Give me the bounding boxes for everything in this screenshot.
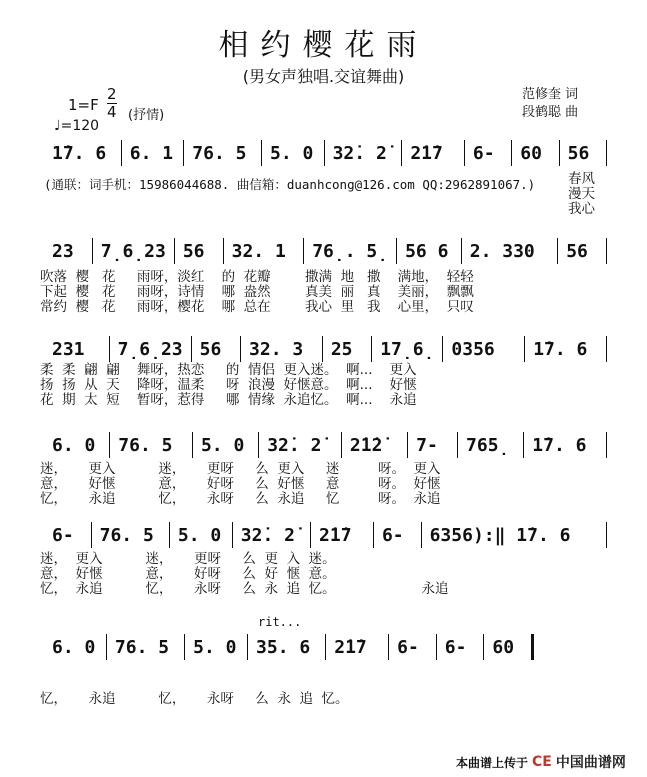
lyrics-6: [40, 692, 349, 707]
measure: 32̇. 2̇: [240, 524, 295, 546]
lyric-line: 我心: [568, 201, 595, 217]
measure: 231: [52, 338, 85, 360]
system-5: [44, 522, 607, 548]
measure: 2̇1̇2̇: [349, 434, 383, 456]
lyric-line: 意， 好惬 意， 好呀 么 好 惬 意。: [40, 566, 336, 582]
measure: 17̣6̣: [380, 338, 435, 360]
measure: 76. 5: [118, 434, 173, 456]
measure: 32. 1: [231, 240, 286, 262]
measure: 32̇. 2̇: [267, 434, 322, 456]
lyric-line: 忆， 永追 忆， 永呀 么 永追 忆 呀。 永追: [40, 491, 441, 507]
footer-attribution: [456, 752, 626, 772]
ritardando-marking: rit...: [258, 615, 302, 629]
lyrics-side: [568, 172, 595, 217]
lyricist: 范修奎 词: [522, 87, 579, 102]
time-bottom: 4: [107, 103, 117, 121]
measure: 60: [492, 636, 515, 658]
measure: 76. 5: [114, 636, 170, 658]
measure: 2̇1̇7: [319, 524, 352, 546]
lyric-line: 春风: [568, 171, 595, 187]
measure: 6356):‖ 1̇7. 6: [429, 524, 571, 546]
measure: 60: [520, 142, 542, 164]
measure: 76. 5: [99, 524, 154, 546]
measure: 6-: [52, 524, 74, 546]
measure: 6-: [397, 636, 419, 658]
measure: 1̇7. 6: [533, 338, 588, 360]
measure: 6. 0: [52, 434, 96, 456]
song-subtitle: (男女声独唱.交谊舞曲): [242, 67, 405, 86]
measure: 56: [567, 142, 590, 164]
tempo-marking: ♩=120: [54, 118, 100, 134]
system-2: [44, 238, 607, 264]
measure: 56: [199, 338, 222, 360]
time-signature: [107, 86, 117, 121]
measure: 1̇7. 6: [52, 142, 107, 164]
contact-info: (通联：词手机：15986044688. 曲信箱：duanhcong@126.com QQ:2962891067.): [44, 177, 536, 192]
lyric-line: 忆， 永追 忆， 永呀 么 永 追 忆。: [40, 691, 349, 707]
time-top: 2: [107, 85, 117, 103]
system-6: [44, 634, 534, 660]
measure: 25: [330, 338, 353, 360]
measure: 6-: [381, 524, 404, 546]
mood-marking: (抒情): [128, 108, 165, 123]
measure: 6-: [472, 142, 495, 164]
key-signature: 1=F: [68, 96, 99, 114]
lyric-line: 忆， 永追 忆， 永呀 么 永 追 忆。 永追: [40, 581, 449, 597]
measure: 1̇7. 6: [532, 434, 587, 456]
site-logo-icon: CE: [532, 754, 552, 770]
measure: 5. 0: [177, 524, 222, 546]
measure: 32. 3: [249, 338, 304, 360]
lyric-line: 扬 扬 从 天 降呀，温柔 呀 浪漫 好惬意。 啊... 好惬: [40, 377, 417, 393]
measure: 23: [52, 240, 74, 262]
measure: 76̣. 5̣: [312, 240, 389, 262]
lyric-line: 迷， 更入 迷， 更呀 么 更 入 迷。: [40, 551, 336, 567]
measure: 35. 6: [256, 636, 311, 658]
lyric-line: 吹落 樱 花 雨呀，淡红 的 花瓣 撒满 地 撒 满地， 轻轻: [40, 269, 474, 285]
measure: 0356: [451, 338, 495, 360]
barline: [606, 432, 607, 458]
system-1: [44, 140, 607, 166]
measure: 6-: [444, 636, 467, 658]
barline: [606, 522, 607, 548]
measure: 7̣6̣23: [117, 338, 183, 360]
site-name[interactable]: 中国曲谱网: [555, 755, 626, 771]
measure: 7̣6̣23: [100, 240, 166, 262]
credits: [522, 86, 578, 122]
barline: [606, 336, 607, 362]
composer: 段鹤聪 曲: [522, 105, 579, 120]
system-4: [44, 432, 607, 458]
measure: 56: [182, 240, 205, 262]
measure: 5. 0: [200, 434, 245, 456]
measure: 56: [566, 240, 588, 262]
barline: [531, 634, 534, 660]
lyric-line: 下起 樱 花 雨呀，诗情 哪 盎然 真美 丽 真 美丽， 飘飘: [40, 284, 474, 300]
lyric-line: 迷， 更入 迷， 更呀 么 更入 迷 呀。 更入: [40, 461, 441, 477]
lyrics-5: [40, 552, 448, 597]
lyric-line: 花 期 太 短 暂呀，惹得 哪 情缘 永追忆。 啊... 永追: [40, 392, 417, 408]
song-title: 相约樱花雨: [218, 28, 429, 63]
measure: 56 6: [405, 240, 449, 262]
measure: 76. 5: [192, 142, 247, 164]
measure: 5. 0: [193, 636, 237, 658]
measure: 2̇1̇7: [334, 636, 367, 658]
lyrics-3: [40, 363, 417, 408]
footer-text: 本曲谱上传于: [456, 755, 529, 770]
measure: 765̣: [466, 434, 510, 456]
barline: [606, 140, 607, 166]
measure: 32̇. 2̇: [332, 142, 387, 164]
measure: 2̇1̇7: [410, 142, 443, 164]
lyrics-2: [40, 270, 474, 315]
measure: 2. 330: [469, 240, 535, 262]
measure: 6. 1: [129, 142, 174, 164]
lyric-line: 意， 好惬 意， 好呀 么 好惬 意 呀。 好惬: [40, 476, 441, 492]
lyrics-4: [40, 462, 441, 507]
system-3: [44, 336, 607, 362]
measure: 5. 0: [270, 142, 314, 164]
lyric-line: 柔 柔 翩 翩 舞呀，热恋 的 情侣 更入迷。 啊... 更入: [40, 362, 417, 378]
lyric-line: 漫天: [568, 186, 595, 202]
lyric-line: 常约 樱 花 雨呀，樱花 哪 总在 我心 里 我 心里， 只叹: [40, 299, 474, 315]
measure: 7-: [416, 434, 438, 456]
measure: 6. 0: [52, 636, 96, 658]
barline: [606, 238, 607, 264]
